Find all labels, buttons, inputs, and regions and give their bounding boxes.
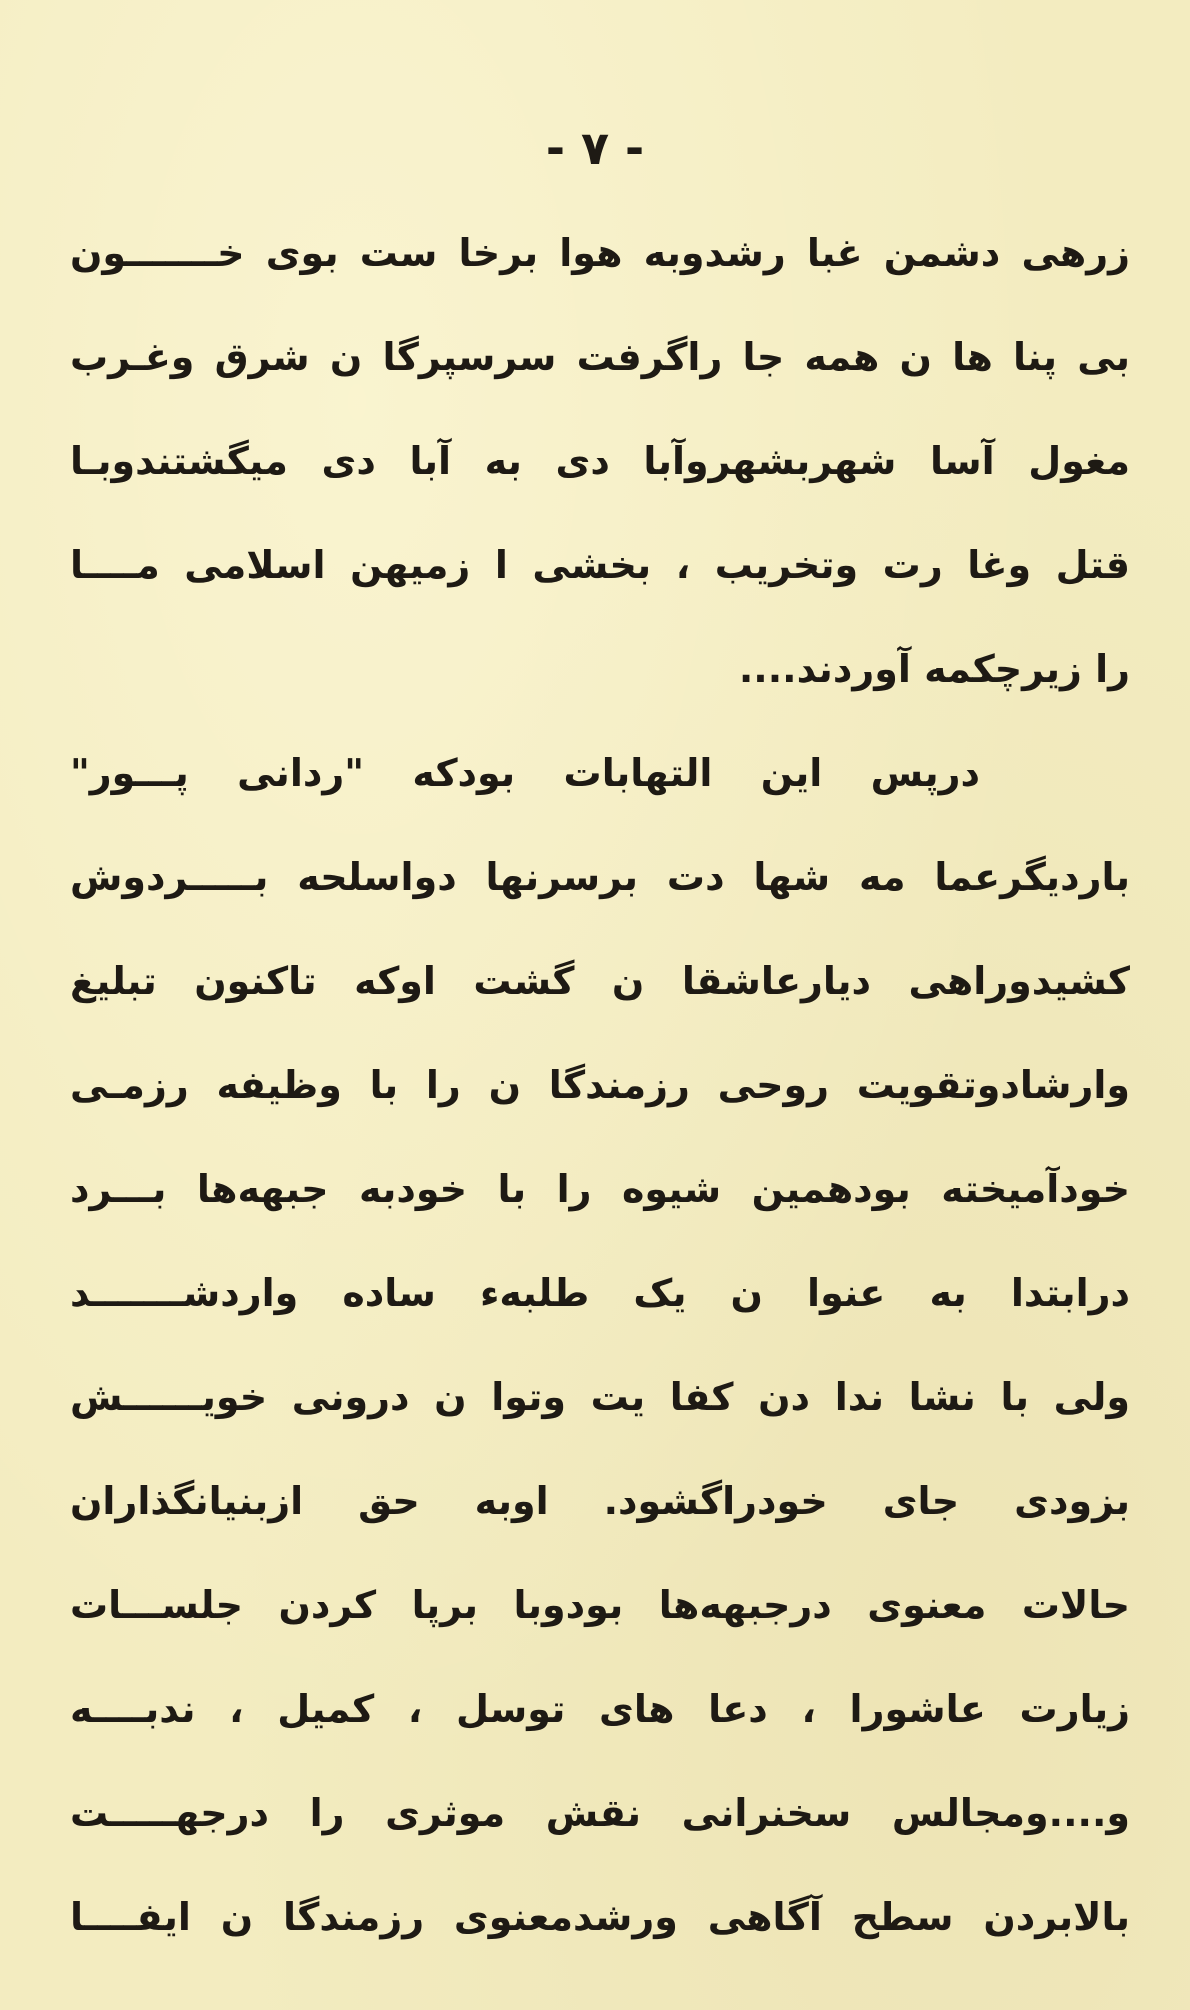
text-line: زیارت عاشورا ، دعا های توسل ، کمیل ، ندبــــه [70,1687,1130,1731]
text-line: وارشادوتقویت روحی رزمندگا ن را با وظیفه رزمـی [70,1063,1130,1107]
text-line: مغول آسا شهربشهروآبا دی به آبا دی میگشتندوبـا [70,439,1130,483]
text-line: بزودی جای خودراگشود. اوبه حق ازبنیانگذاران [70,1479,1130,1523]
text-line: ولی با نشا ندا دن کفا یت وتوا ن درونی خویــــــش [70,1375,1130,1419]
text-line: درابتدا به عنوا ن یک طلبهء ساده واردشـــــــد [70,1271,1130,1315]
text-line: را زیرچکمه آوردند.... [738,647,1130,691]
text-line: بی پنا ها ن همه جا راگرفت سرسپرگا ن شرق وغـرب [70,335,1130,379]
text-body [70,218,1130,1986]
text-line: و....ومجالس سخنرانی نقش موثری را درجهـــــت [70,1791,1130,1835]
text-line: حالات معنوی درجبهه‌ها بودوبا برپا کردن جلســـات [70,1583,1130,1627]
text-line: زرهی دشمن غبا رشدوبه هوا برخا ست بوی خـــــــون [70,231,1130,275]
text-line-paragraph-start: درپس این التهابات بودکه "ردانی پـــور" [70,751,980,795]
page-number: - ٧ - [545,121,645,175]
text-line: خودآمیخته بودهمین شیوه را با خودبه جبهه‌ها بـــرد [70,1167,1130,1211]
text-line: کشیدوراهی دیارعاشقا ن گشت اوکه تاکنون تبلیغ [70,959,1130,1003]
text-line: قتل وغا رت وتخریب ، بخشی ا زمیهن اسلامی مــــا [70,543,1130,587]
text-line: باردیگرعما مه شها دت برسرنها دواسلحه بـــــردوش [70,855,1130,899]
text-line: بالابردن سطح آگاهی ورشدمعنوی رزمندگا ن ایفــــا [70,1895,1130,1939]
